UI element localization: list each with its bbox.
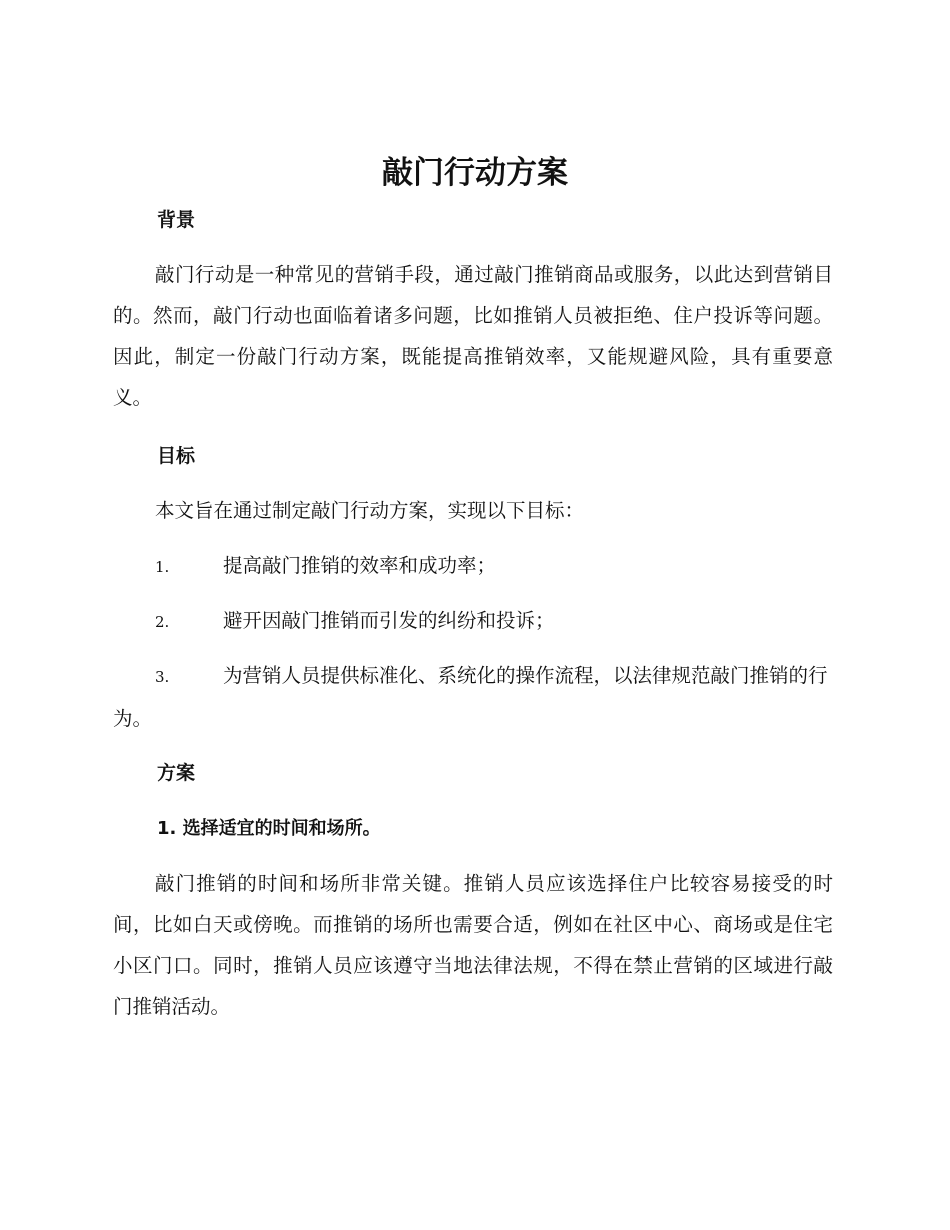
goal-item-text: 避开因敲门推销而引发的纠纷和投诉； <box>223 609 555 632</box>
plan-subheading-1: 1. 选择适宜的时间和场所。 <box>157 818 381 839</box>
section-heading-plan: 方案 <box>157 762 196 784</box>
goal-item-number: 1. <box>155 558 170 576</box>
goal-list-item <box>113 545 833 588</box>
goal-list-item <box>113 655 833 739</box>
goal-list-item <box>113 600 833 643</box>
section-heading-background: 背景 <box>157 209 196 231</box>
goal-item-text: 为营销人员提供标准化、系统化的操作流程，以法律规范敲门推销的行为。 <box>113 664 828 730</box>
section-heading-goals: 目标 <box>157 445 196 467</box>
goal-item-number: 2. <box>155 613 170 631</box>
background-paragraph: 敲门行动是一种常见的营销手段，通过敲门推销商品或服务，以此达到营销目的。然而，敲门行动也面临着诸多问题，比如推销人员被拒绝、住户投诉等问题。因此，制定一份敲门行动方案，既能提高推销效率，又能规避风险，具有重要意义。 <box>113 263 833 409</box>
goals-intro-paragraph: 本文旨在通过制定敲门行动方案，实现以下目标： <box>155 499 585 522</box>
goal-item-number: 3. <box>155 668 170 686</box>
page-title: 敲门行动方案 <box>382 155 568 191</box>
goal-item-text: 提高敲门推销的效率和成功率； <box>223 554 497 577</box>
plan-paragraph-1: 敲门推销的时间和场所非常关键。推销人员应该选择住户比较容易接受的时间，比如白天或傍晚。而推销的场所也需要合适，例如在社区中心、商场或是住宅小区门口。同时，推销人员应该遵守当地法律法规，不得在禁止营销的区域进行敲门推销活动。 <box>113 872 833 1018</box>
